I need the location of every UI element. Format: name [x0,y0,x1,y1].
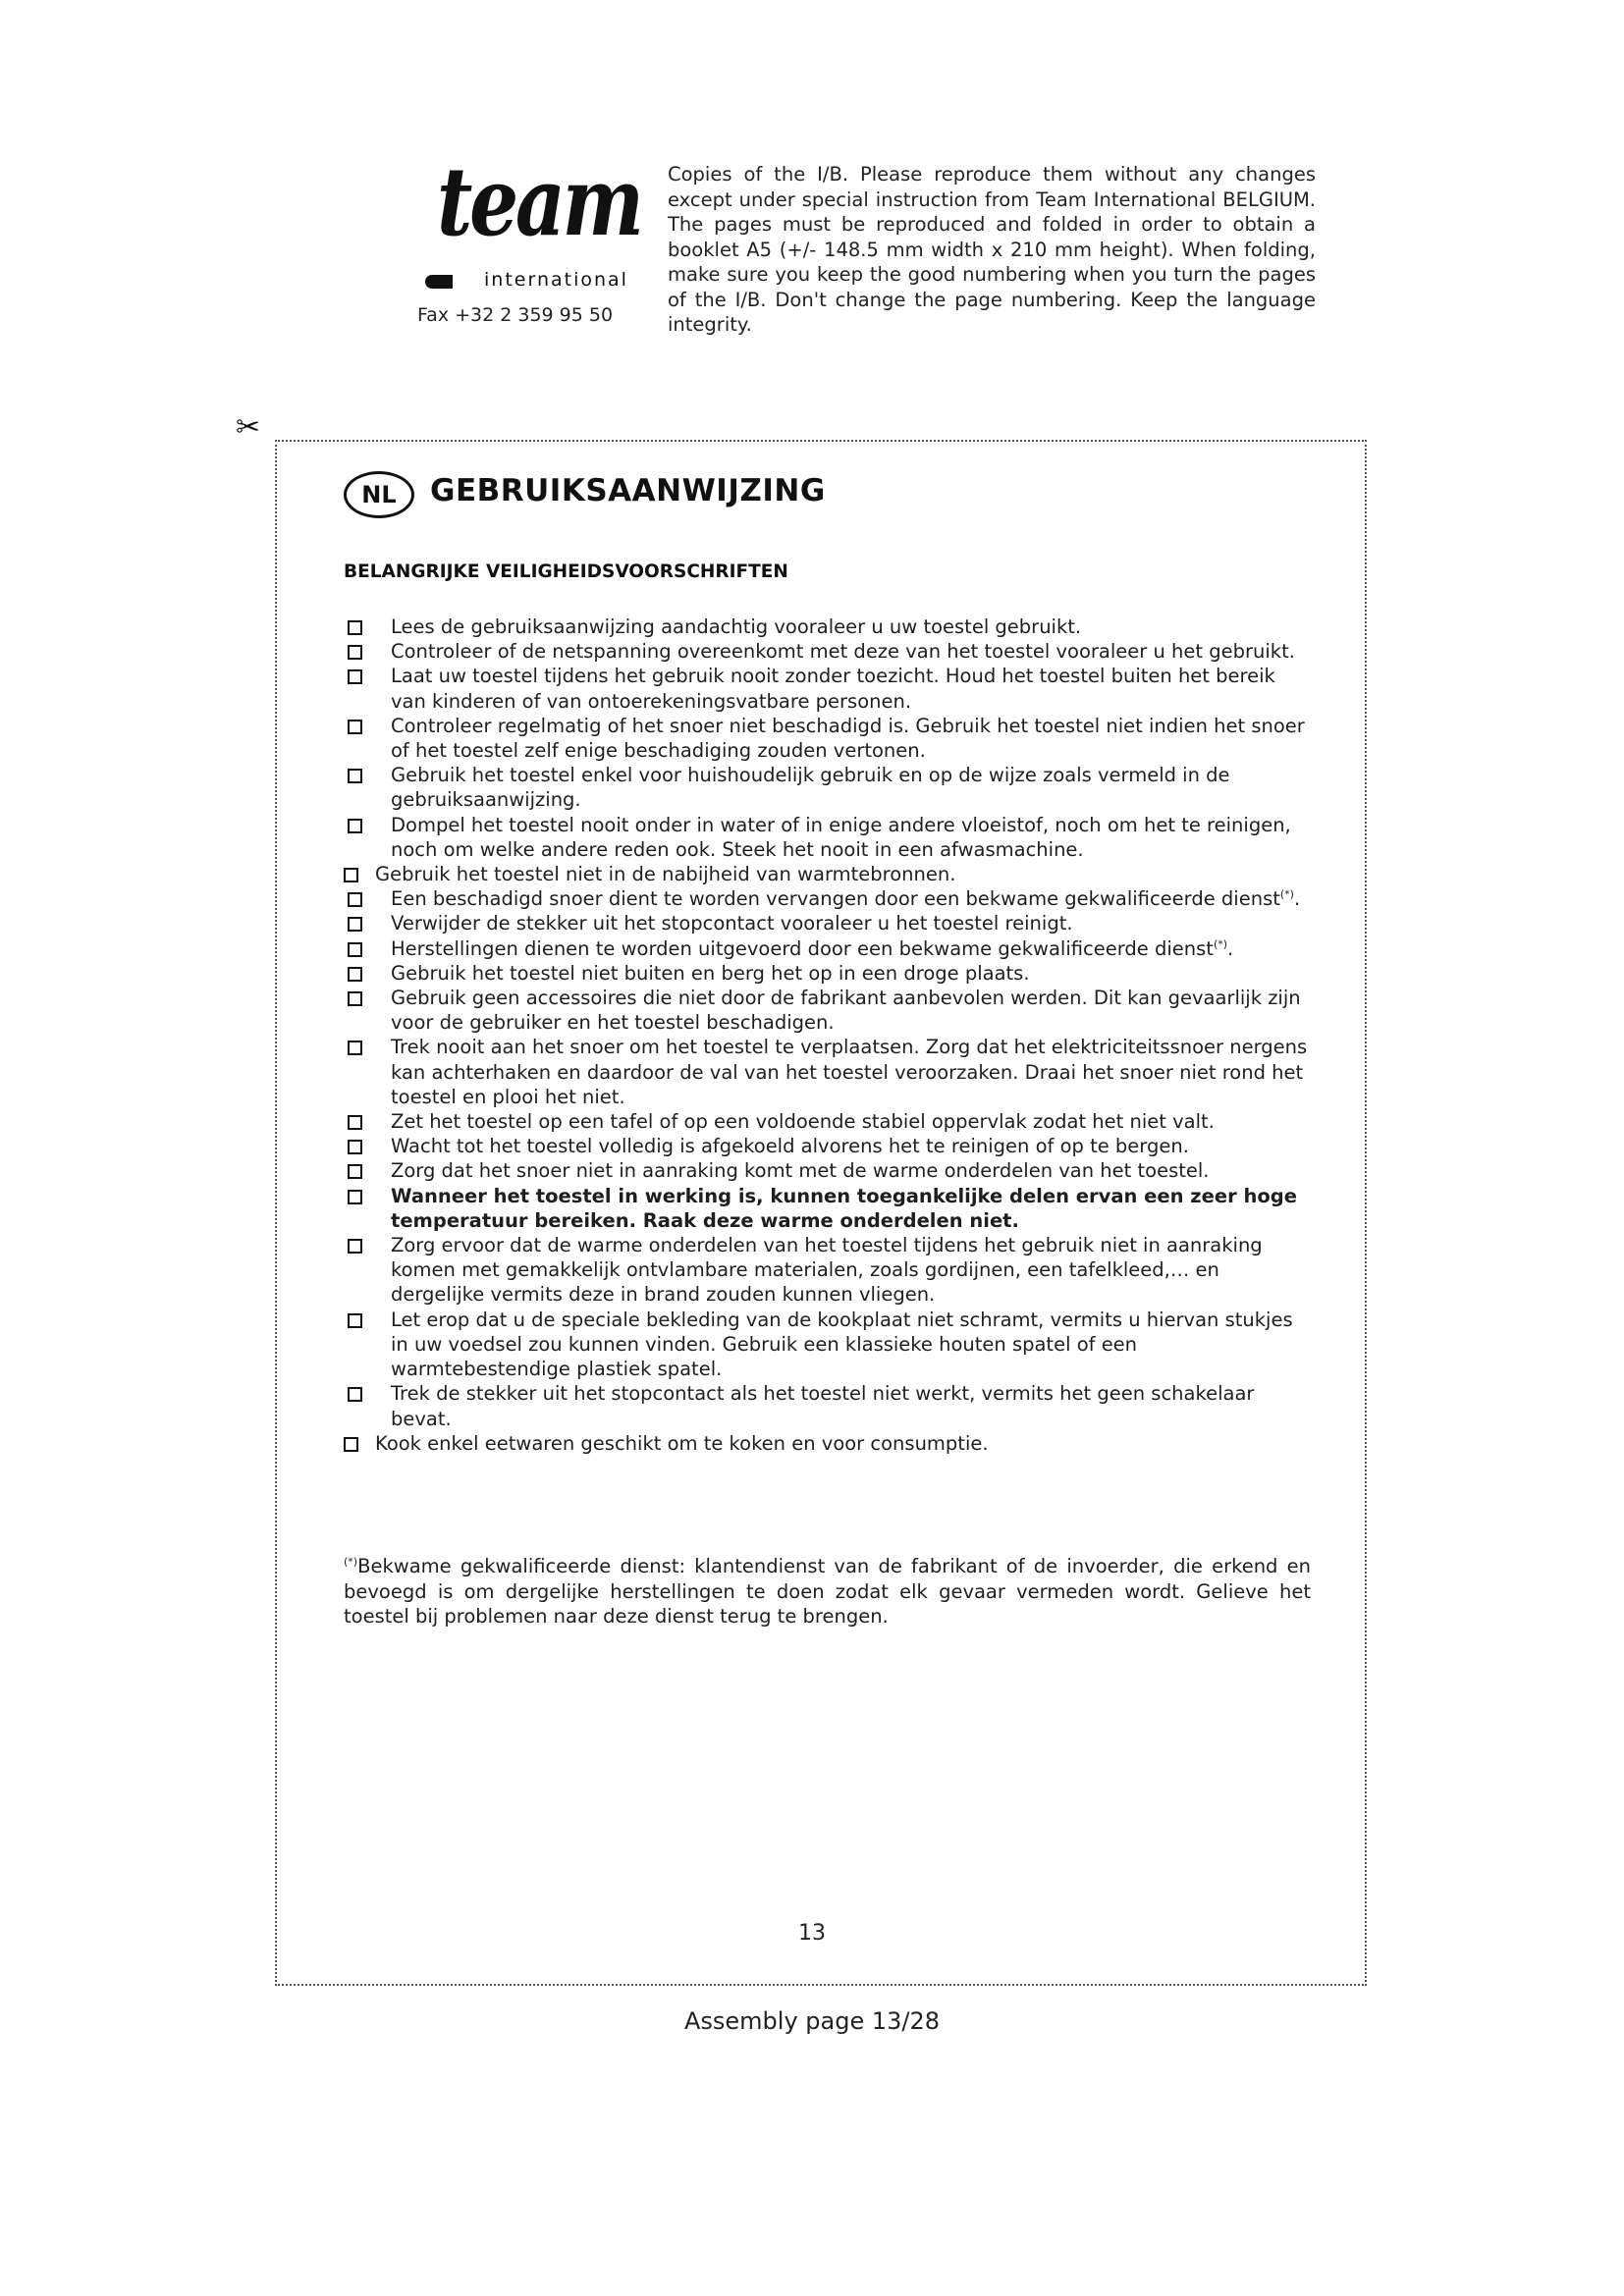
section-heading: BELANGRIJKE VEILIGHEIDSVOORSCHRIFTEN [344,561,788,582]
logo-subtitle: international [484,269,628,291]
safety-rule-item [344,886,1311,911]
safety-rule-item [344,1431,1311,1456]
checkbox-bullet-icon [344,1437,358,1452]
safety-rule-item [344,1381,1311,1430]
safety-rule-text: Dompel het toestel nooit onder in water of in enige andere vloeistof, noch om het te reinigen, noch om welke andere reden ook. Steek het nooit in een afwasmachine. [391,813,1291,861]
fax-number: Fax +32 2 359 95 50 [417,304,614,326]
footnote-reference: (*) [1279,887,1294,901]
logo-wordmark: team [437,146,641,257]
safety-rule-text: Let erop dat u de speciale bekleding van de kookplaat niet schramt, vermits u hiervan stukjes in uw voedsel zou kunnen vinden. Gebruik een klassieke houten spatel of een warmtebestendige plastiek spatel. [391,1308,1293,1381]
checkbox-bullet-icon [348,769,362,783]
safety-rule-text: Lees de gebruiksaanwijzing aandachtig vooraleer u uw toestel gebruikt. [391,615,1082,638]
checkbox-bullet-icon [348,917,362,932]
checkbox-bullet-icon [348,1190,362,1204]
safety-rule-item [344,1134,1311,1158]
footnote-mark: (*) [344,1555,358,1569]
checkbox-bullet-icon [344,868,358,882]
safety-rule-item [344,1158,1311,1183]
safety-rule-text: Laat uw toestel tijdens het gebruik nooit zonder toezicht. Houd het toestel buiten het bereik van kinderen of van ontoerekeningsvatbare personen. [391,665,1275,713]
rule-trailing-punctuation: . [1227,936,1234,960]
checkbox-bullet-icon [348,892,362,907]
safety-rule-text: Zet het toestel op een tafel of op een voldoende stabiel oppervlak zodat het niet valt. [391,1110,1215,1134]
safety-rule-item [344,664,1311,713]
assembly-page-label: Assembly page 13/28 [683,2007,941,2035]
safety-rule-text: Controleer regelmatig of het snoer niet beschadigd is. Gebruik het toestel niet indien het snoer of het toestel zelf enige beschadiging zouden vertonen. [391,714,1305,763]
safety-rule-text: Wanneer het toestel in werking is, kunnen toegankelijke delen ervan een zeer hoge temperatuur bereiken. Raak deze warme onderdelen niet. [391,1184,1297,1232]
reproduction-notice: Copies of the I/B. Please reproduce them without any changes except under special instruction from Team International BELGIUM. The pages must be reproduced and folded in order to obtain a booklet A5 (+/- 148.5 mm width x 210 mm height). When folding, make sure you keep the good numbering when you turn the pages of the I/B. Don't change the page numbering. Keep the language integrity. [668,163,1316,336]
checkbox-bullet-icon [348,1313,362,1328]
safety-rule-text: Trek nooit aan het snoer om het toestel te verplaatsen. Zorg dat het elektriciteitssnoer nergens kan achterhaken en daardoor de val van het toestel veroorzaken. Draai het snoer niet rond het toestel en plooi het niet. [391,1036,1308,1108]
checkbox-bullet-icon [348,1140,362,1154]
manual-title: GEBRUIKSAANWIJZING [430,473,826,508]
safety-rule-item [344,862,1311,886]
safety-rule-text: Trek de stekker uit het stopcontact als het toestel niet werkt, vermits het geen schakelaar bevat. [391,1382,1255,1430]
safety-rule-text: Verwijder de stekker uit het stopcontact vooraleer u het toestel reinigt. [391,912,1073,935]
safety-rule-text: Een beschadigd snoer dient te worden vervangen door een bekwame gekwalificeerde dienst [391,887,1280,911]
safety-rule-item [344,911,1311,935]
checkbox-bullet-icon [348,967,362,982]
rule-trailing-punctuation: . [1293,887,1301,911]
checkbox-bullet-icon [348,1041,362,1055]
checkbox-bullet-icon [348,991,362,1006]
checkbox-bullet-icon [348,645,362,660]
footnote-reference: (*) [1213,937,1228,951]
safety-rule-text: Herstellingen dienen te worden uitgevoerd door een bekwame gekwalificeerde dienst [391,936,1214,960]
safety-rules-list [344,614,1311,1456]
safety-rule-text: Gebruik geen accessoires die niet door de fabrikant aanbevolen werden. Dit kan gevaarlijk zijn voor de gebruiker en het toestel beschadigen. [391,987,1301,1035]
safety-rule-item [344,1233,1311,1308]
safety-rule-item [344,714,1311,763]
safety-rule-text: Zorg dat het snoer niet in aanraking komt met de warme onderdelen van het toestel. [391,1159,1210,1183]
checkbox-bullet-icon [348,1239,362,1254]
safety-rule-item [344,1109,1311,1134]
footnote [344,1554,1311,1629]
safety-rule-text: Gebruik het toestel niet buiten en berg het op in een droge plaats. [391,961,1030,985]
logo-accent [425,275,453,289]
scissors-icon: ✂ [236,410,261,445]
safety-rule-item [344,763,1311,812]
checkbox-bullet-icon [348,819,362,833]
safety-rule-item [344,813,1311,862]
safety-rule-text: Wacht tot het toestel volledig is afgekoeld alvorens het te reinigen of op te bergen. [391,1135,1189,1158]
safety-rule-item [344,1308,1311,1382]
checkbox-bullet-icon [348,942,362,957]
checkbox-bullet-icon [348,1115,362,1130]
page-number: 13 [798,1921,826,1946]
safety-rule-item [344,614,1311,639]
safety-rule-item [344,936,1311,961]
safety-rule-item [344,1035,1311,1109]
safety-rule-item [344,639,1311,664]
footnote-text: Bekwame gekwalificeerde dienst: klantendienst van de fabrikant of de invoerder, die erkend en bevoegd is om dergelijke herstellingen te doen zodat elk gevaar vermeden wordt. Gelieve het toestel bij problemen naar deze dienst terug te brengen. [344,1555,1311,1628]
checkbox-bullet-icon [348,669,362,684]
safety-rule-item [344,961,1311,986]
checkbox-bullet-icon [348,1387,362,1402]
checkbox-bullet-icon [348,1164,362,1179]
safety-rule-text: Gebruik het toestel enkel voor huishoudelijk gebruik en op de wijze zoals vermeld in de gebruiksaanwijzing. [391,764,1230,812]
safety-rule-text: Kook enkel eetwaren geschikt om te koken en voor consumptie. [375,1431,989,1455]
safety-rule-text: Controleer of de netspanning overeenkomt met deze van het toestel vooraleer u het gebruikt. [391,640,1295,664]
safety-rule-text: Zorg ervoor dat de warme onderdelen van het toestel tijdens het gebruik niet in aanraking komen met gemakkelijk ontvlambare materialen, zoals gordijnen, een tafelkleed,… en dergelijke vermits deze in brand zouden kunnen vliegen. [391,1234,1263,1307]
checkbox-bullet-icon [348,620,362,635]
safety-rule-text: Gebruik het toestel niet in de nabijheid van warmtebronnen. [375,863,956,886]
language-badge: NL [344,471,414,518]
safety-rule-item [344,1184,1311,1233]
safety-rule-item [344,986,1311,1035]
checkbox-bullet-icon [348,720,362,734]
